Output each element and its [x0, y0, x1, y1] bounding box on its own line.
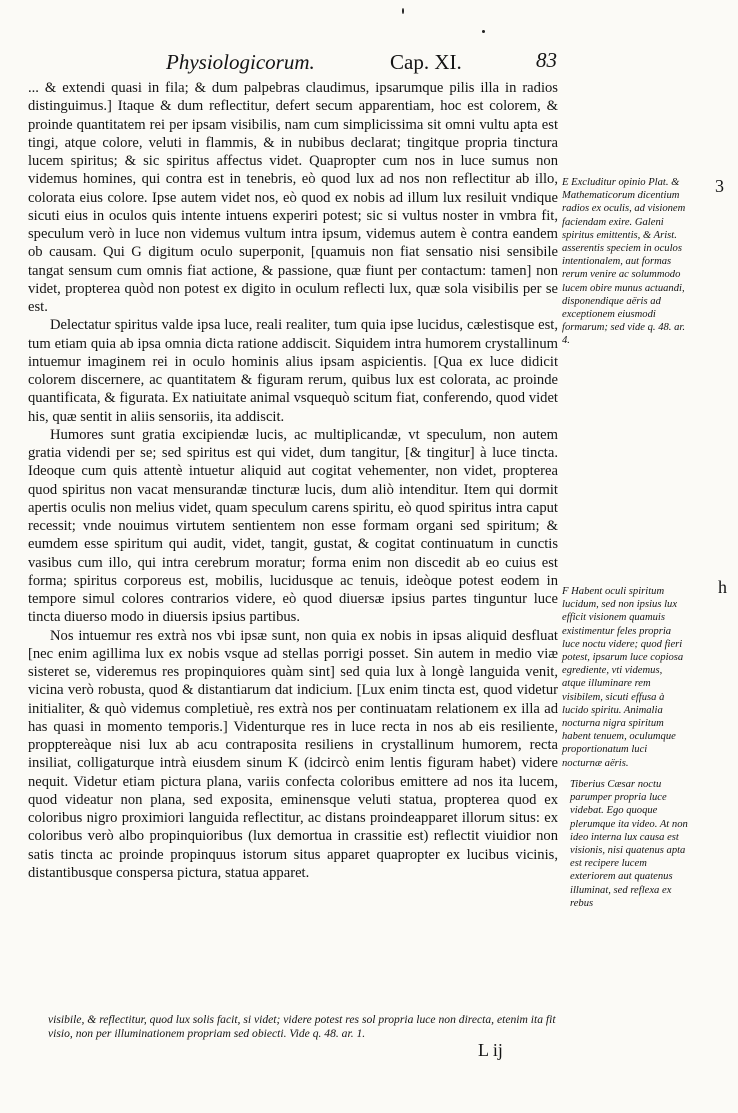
main-text-column	[28, 79, 558, 882]
chapter-heading: Cap. XI.	[390, 50, 462, 74]
sidenote-f: F Habent oculi spiritum lucidum, sed non ipsius lux efficit visionem quamuis existimentur feles propria luce noctu videre; quod fieri potest, ipsarum luce copiosa egrediente, vti videmus, atque illuminare rem visibilem, sicuti effusa à lucido spiritu. Animalia nocturna nigra spiritum habent tenuem, oculumque proportionatum luci nocturnæ aëris.	[562, 586, 684, 769]
page-header	[158, 50, 558, 74]
running-head: Physiologicorum.	[166, 50, 315, 74]
sidenote-e: E Excluditur opinio Plat. & Mathematicorum dicentium radios ex oculis, ad visionem faciendam exire. Galeni spiritus emittentis, & Arist. asserentis speciem in oculos intentionalem, aut formas rerum venire ac solummodo lucem obire munus actuandi, disponendique aëris ad exceptionem eiusmodi formarum; sed vide q. 48. ar. 4.	[562, 177, 686, 347]
handwritten-footnote: visibile, & reflectitur, quod lux solis facit, si videt; videre potest res sol propria luce non directa, etenim ita fit visio, non per illuminationem propriam sed obiecti. Vide q. 48. ar. 1.	[48, 1013, 556, 1040]
paragraph: ... & extendi quasi in fila; & dum palpebras claudimus, ipsarumque pilis illa in radios distinguimus.] Itaque & dum reflectitur, defert secum apparentiam, hoc est colorem, & proinde quantitatem rei per ipsam visibilis, nam cum simplicissima sit omni vultu apta est tingi, atque colore, veluti in flammis, & in nubibus declarat; tingitque propria tinctura lucem spiritus; & sic spiritus affectus videt. Quapropter cum nos in luce sumus non videmus homines, qui contra est in tenebris, eò quod lux ad nos non reflectitur ab illo, colorata eius colore. Ipse autem videt nos, eò quod ex nobis ad illum lux resiluit vndique sicuti eius in oculos quis intente intuens experiri potest; sic si vultus noster in vmbra fit, speculum verò in luce non videmus vultum intra ipsum, videmus autem è contra eandem ob causam. Qui G digitum oculo superponit, [quamuis non fiat sensatio nisi sensibile tangat sensum cum omnis fiat actione, & passione, quæ fiunt per contactum: tamen] non videt, propterea quòd non potest ex digito in oculum reflecti lux, quæ sola visibilis per se est.	[28, 80, 558, 315]
sidenote-tiberius: Tiberius Cæsar noctu parumper propria luce videbat. Ego quoque plerumque ita video. At non ideo interna lux causa est visionis, nisi quatenus apta est recipere lucem exteriorem aut quatenus illuminat, sed reflexa ex rebus	[570, 779, 688, 909]
paragraph: Delectatur spiritus valde ipsa luce, reali realiter, tum quia ipse lucidus, cælestisque est, tum etiam quia ab ipsa omnia dicta ratione addiscit. Siquidem intra humorem crystallinum intuemur imaginem rei in oculo hominis alius ipsam aspicientis. [Qua ex luce didicit colorem discernere, ac quantitatem & figuram rerum, quibus lux est colorata, ac proinde quantificata, & figurata. Ex natiuitate animal vsquequò scitum fiat, conferendo, quod videt his, quæ sentit in aliis sensoriis, ita addiscit.	[28, 317, 558, 425]
margin-mark: h	[718, 577, 727, 597]
paragraph: Humores sunt gratia excipiendæ lucis, ac multiplicandæ, vt speculum, non autem gratia videndi per se; sed spiritus est qui videt, dum tangitur, [& tingitur] à luce tincta. Ideoque cum quis attentè intuetur aliquid aut cogitat vehementer, non videt, propterea quod spiritus non vacat mensurandæ tincturæ lucis, dum aliò intenditur. Item qui dormit apertis oculis non melius videt, quam speculum carens spiritu, eò quod spiritus intra caput recessit; vnde nouimus virtutem sentientem non esse formam organi sed spiritum; & eumdem esse spiritum qui audit, videt, tangit, gustat, & cogitat continuatum in cunctis vasibus cum illo, qui intra cerebrum moratur; forma enim non discedit ab eo cuius est forma; spiritus corporeus est, mobilis, lucidusque ac tenuis, ideòque potest eodem in tempore simul colores contrarios videre, eò quod diuersæ ipsius partes tinguntur luce tincta diuerso modo in diuersis ipsius partibus.	[28, 426, 558, 626]
page-number: 83	[536, 48, 557, 72]
margin-mark: 3	[715, 176, 724, 196]
signature-mark: L ij	[478, 1040, 503, 1060]
paragraph: Nos intuemur res extrà nos vbi ipsæ sunt, non quia ex nobis in ipsas aliquid desfluat [nec enim agillima lux ex nobis vsque ad stellas porrigi posset. Sin autem in medio viæ sisteret se, videremus res propinquiores quàm sint] sed quia lux à longè languida venit, vicina verò robusta, quod & distantiarum dat indicium. [Lux enim tincta est, quod videtur initialiter, & quò videmus completiuè, res extrà nos per continuatam relationem ex illa ad has quasi in momento temporis.] Videnturque res in luce recta in nos ab eis resiliente, propptereàque nisi lux ab acu contraposita resiliens in crystallinum humorem, recta insiliat, colligaturque intrà eiusdem sinum K (idcircò enim lentis figuram habet) videre nequit. Videtur etiam pictura plana, variis confecta coloribus emittere ad nos ita lucem, quod videatur non plana, sed exposita, eminensque veluti statua, propterea quod ex coloribus nigro proximiori languida reflectitur, ac distans proindeapparet illorum situs: ex coloribus verò albo propinquioribus (lux demortua in crassitie est) reflectit viuidior non satis tincta ac proinde propinquus istorum situs apparet quapropter ex lucibus vicinis, distantibusque conspersa pictura, statua apparet.	[28, 627, 558, 881]
ink-speck	[402, 8, 404, 14]
ink-speck	[482, 30, 485, 33]
